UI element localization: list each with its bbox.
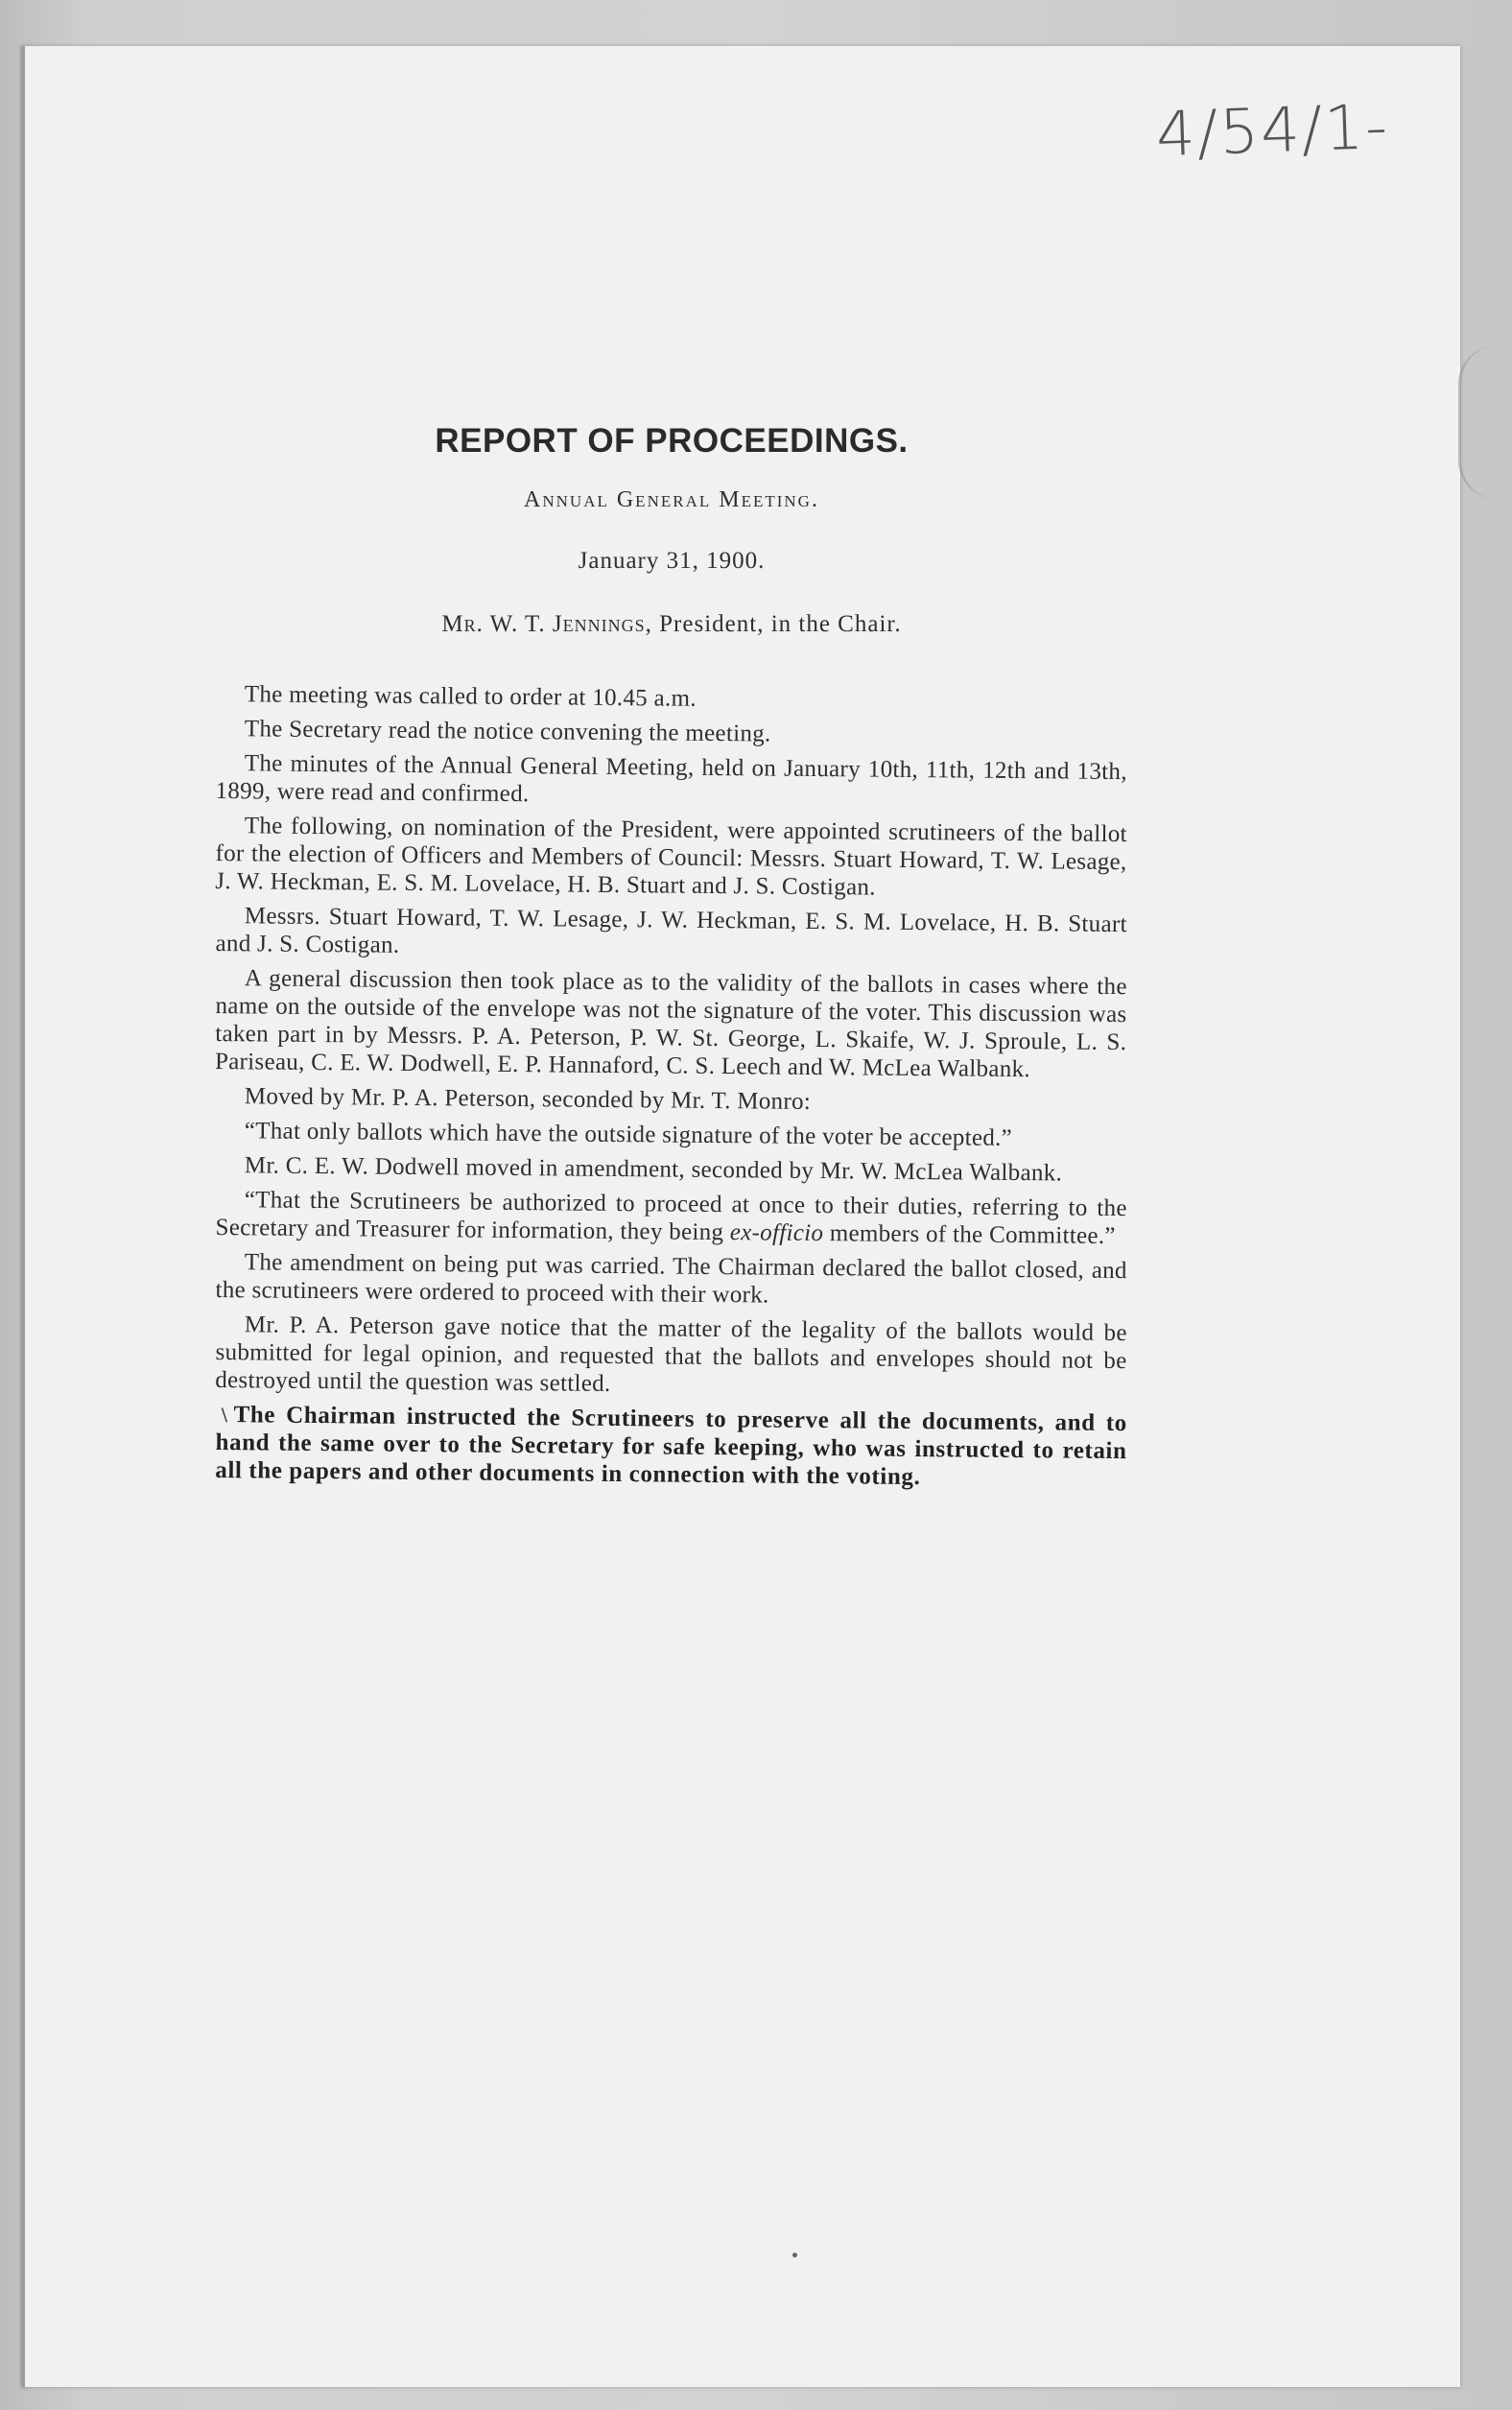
paragraph-motion: Moved by Mr. P. A. Peterson, seconded by Mr. T. Monro: (244, 1083, 812, 1115)
page-edge (21, 46, 25, 2387)
chair-name: Mr. W. T. Jennings, (441, 611, 652, 637)
paragraph-amendment-carried: The amendment on being put was carried. The Chairman declared the ballot closed, and the scrutineers were ordered to proceed with their work. (215, 1249, 1127, 1309)
paragraph-amendment: Mr. C. E. W. Dodwell moved in amendment, seconded by Mr. W. McLea Walbank. (244, 1152, 1063, 1187)
chair-role: President, in the Chair. (659, 611, 902, 637)
paragraph-call-to-order: The meeting was called to order at 10.45 a.m. (244, 681, 697, 712)
amendment-quote-part2: members of the Committee.” (823, 1220, 1116, 1250)
amendment-quote-part1: “That the Scrutineers be authorized to proceed at once to their duties, referring to the Secretary and Treasurer for information, they being (215, 1187, 1127, 1246)
paragraph-notice: The Secretary read the notice convening the meeting. (244, 716, 771, 747)
report-content (216, 422, 1127, 1491)
paragraph-motion-quote: “That only ballots which have the outside signature of the voter be accepted.” (244, 1118, 1013, 1151)
check-tick-icon: \ (221, 1403, 228, 1428)
chair-line (216, 611, 1127, 638)
page-speck (792, 2253, 797, 2257)
meeting-subtitle: Annual General Meeting. (524, 487, 819, 512)
amendment-quote-italic: ex-officio (729, 1219, 824, 1247)
paragraph-legality-notice: Mr. P. A. Peterson gave notice that the matter of the legality of the ballots would be submitted for legal opinion, and requested that the ballots and envelopes should not be destroyed until the question was settled. (215, 1311, 1127, 1397)
paragraph-discussion: A general discussion then took place as to the validity of the ballots in cases where the name on the outside of the envelope was not the signature of the voter. This discussion was taken part in by Messrs. P. A. Peterson, P. W. St. George, L. Skaife, W. J. Sproule, L. S. Pariseau, C. E. W. Dodwell, E. P. Hannaford, C. S. Leech and W. McLea Walbank. (214, 965, 1127, 1083)
paragraph-chairman-instruction (215, 1401, 1127, 1493)
page-curl (1458, 345, 1500, 499)
chairman-instruction-text: The Chairman instructed the Scrutineers to preserve all the documents, and to hand the same over to the Secretary for safe keeping, who was instructed to retain all the papers and other documents in connection with the voting. (215, 1402, 1127, 1491)
meeting-date: January 31, 1900. (578, 548, 766, 574)
paragraph-scrutineer-names: Messrs. Stuart Howard, T. W. Lesage, J. W. Heckman, E. S. M. Lovelace, H. B. Stuart and J. S. Costigan. (215, 903, 1127, 958)
paragraph-amendment-quote (215, 1186, 1127, 1250)
paragraph-scrutineers: The following, on nomination of the President, were appointed scrutineers of the ballot for the election of Officers and Members of Council: Messrs. Stuart Howard, T. W. Lesage, J. W. Heckman, E. S. M. Lovelace, H. B. Stuart and J. S. Costigan. (215, 813, 1127, 901)
handwritten-reference-number: 4/54/1- (1154, 91, 1391, 172)
report-title: REPORT OF PROCEEDINGS. (435, 422, 909, 460)
paragraph-minutes: The minutes of the Annual General Meeting, held on January 10th, 11th, 12th and 13th, 1899, were read and confirmed. (215, 750, 1127, 808)
